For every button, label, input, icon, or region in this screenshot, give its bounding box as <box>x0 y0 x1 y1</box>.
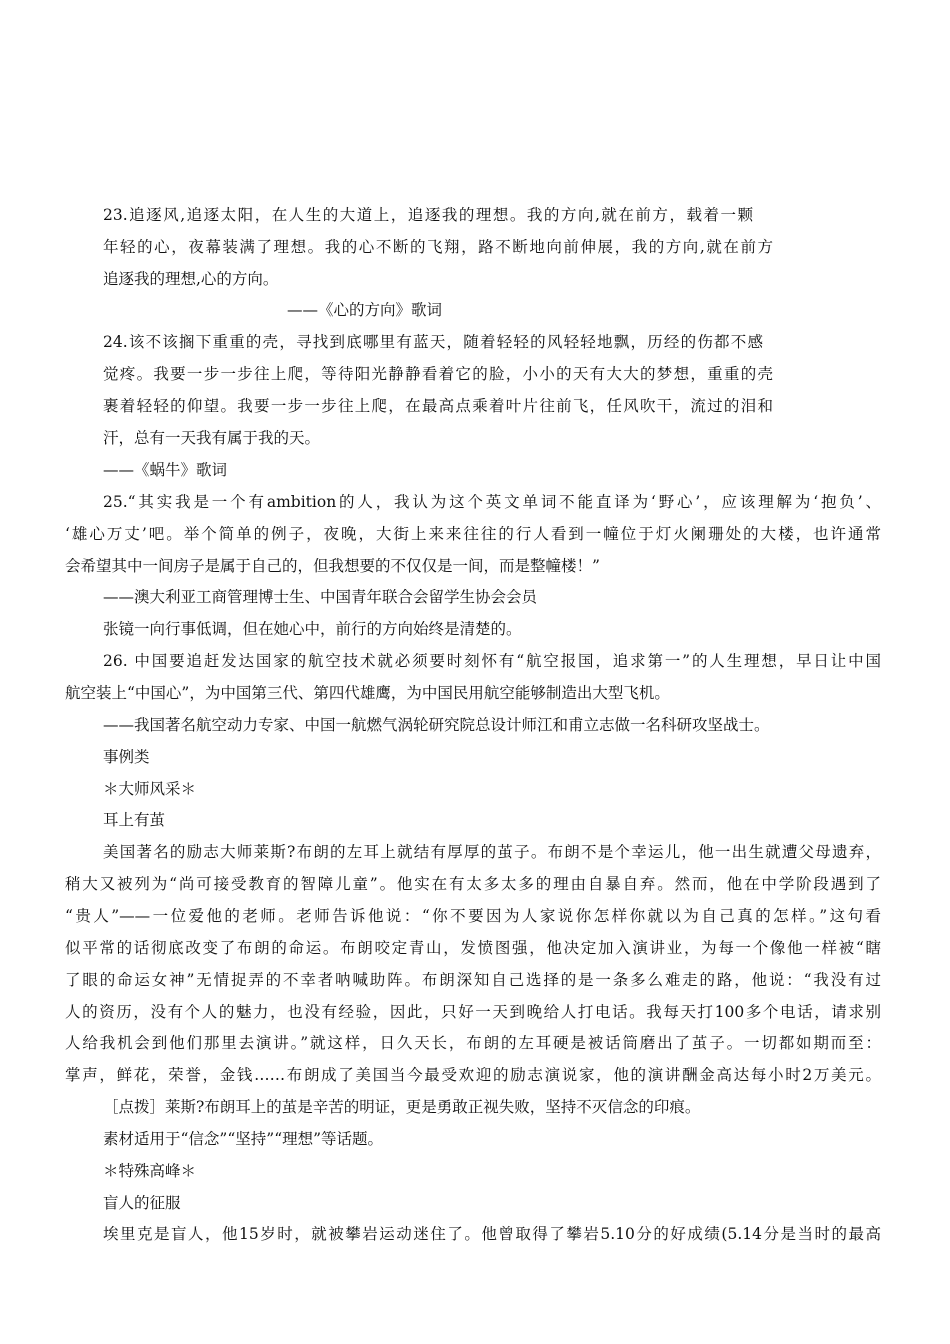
story-blind-line-1: 埃里克是盲人，他15岁时，就被攀岩运动迷住了。他曾取得了攀岩5.10分的好成绩(5.14分是当时的最高 <box>103 1225 881 1243</box>
quote-24-source: ——《蜗牛》歌词 <box>103 461 228 479</box>
story-ear-line-7: 人给我机会到他们那里去演讲。”就这样，日久天长，布朗的左耳硬是被话筒磨出了茧子。一切都如期而至： <box>65 1034 881 1052</box>
subsection-heading-peak: ＊特殊高峰＊ <box>103 1162 197 1180</box>
quote-23-line-2: 年轻的心，夜幕装满了理想。我的心不断的飞翔，路不断地向前伸展，我的方向,就在前方 <box>103 238 773 256</box>
story-ear-line-5: 了眼的命运女神”无情捉弄的不幸者呐喊助阵。布朗深知自己选择的是一条多么难走的路，他说：“我没有过 <box>65 971 881 989</box>
quote-25-line-2: ‘雄心万丈’吧。举个简单的例子，夜晚，大街上来来往往的行人看到一幢位于灯火阑珊处的大楼，也许通常 <box>65 525 881 543</box>
quote-25-line-3: 会希望其中一间房子是属于自己的，但我想要的不仅仅是一间，而是整幢楼！” <box>65 557 600 575</box>
quote-25-line-1: 25.“其实我是一个有ambition的人，我认为这个英文单词不能直译为‘野心’，应该理解为‘抱负’、 <box>103 493 881 511</box>
story-title-ear: 耳上有茧 <box>103 811 166 829</box>
quote-24-line-3: 裹着轻轻的仰望。我要一步一步往上爬，在最高点乘着叶片往前飞，任风吹干，流过的泪和 <box>103 397 773 415</box>
quote-23-line-3: 追逐我的理想,心的方向。 <box>103 270 279 288</box>
story-ear-topics: 素材适用于“信念”“坚持”“理想”等话题。 <box>103 1130 384 1148</box>
story-ear-line-4: 似平常的话彻底改变了布朗的命运。布朗咬定青山，发愤图强，他决定加入演讲业，为每一个像他一样被“瞎 <box>65 939 881 957</box>
story-ear-line-1: 美国著名的励志大师莱斯?布朗的左耳上就结有厚厚的茧子。布朗不是个幸运儿，他一出生就遭父母遗弃， <box>103 843 881 861</box>
story-ear-line-3: “贵人”——一位爱他的老师。老师告诉他说：“你不要因为人家说你怎样你就以为自己真的怎样。”这句看 <box>65 907 881 925</box>
quote-24-line-1: 24.该不该搁下重重的壳，寻找到底哪里有蓝天，随着轻轻的风轻轻地飘，历经的伤都不感 <box>103 333 763 351</box>
story-ear-line-6: 人的资历，没有个人的魅力，也没有经验，因此，只好一天到晚给人打电话。我每天打100多个电话，请求别 <box>65 1003 881 1021</box>
quote-25-source: ——澳大利亚工商管理博士生、中国青年联合会留学生协会会员 <box>103 588 538 606</box>
subsection-heading-master: ＊大师风采＊ <box>103 780 197 798</box>
quote-26-line-1: 26. 中国要追赶发达国家的航空技术就必须要时刻怀有“航空报国，追求第一”的人生理想，早日让中国 <box>103 652 881 670</box>
quote-23-source: ——《心的方向》歌词 <box>287 301 443 319</box>
quote-25-comment: 张镜一向行事低调，但在她心中，前行的方向始终是清楚的。 <box>103 620 522 638</box>
quote-24-line-4: 汗，总有一天我有属于我的天。 <box>103 429 321 447</box>
story-ear-comment: ［点拨］莱斯?布朗耳上的茧是辛苦的明证，更是勇敢正视失败，坚持不灭信念的印痕。 <box>103 1098 701 1116</box>
story-ear-line-8: 掌声，鲜花，荣誉，金钱……布朗成了美国当今最受欢迎的励志演说家，他的演讲酬金高达每小时2万美元。 <box>65 1066 881 1084</box>
quote-23-line-1: 23.追逐风,追逐太阳，在人生的大道上，追逐我的理想。我的方向,就在前方，载着一颗 <box>103 206 753 224</box>
story-ear-line-2: 稍大又被列为“尚可接受教育的智障儿童”。他实在有太多太多的理由自暴自弃。然而，他在中学阶段遇到了 <box>65 875 881 893</box>
quote-26-source: ——我国著名航空动力专家、中国一航燃气涡轮研究院总设计师江和甫立志做一名科研攻坚战士。 <box>103 716 770 734</box>
quote-26-line-2: 航空装上“中国心”，为中国第三代、第四代雄鹰，为中国民用航空能够制造出大型飞机。 <box>65 684 670 702</box>
section-heading-examples: 事例类 <box>103 748 150 766</box>
quote-24-line-2: 觉疼。我要一步一步往上爬，等待阳光静静看着它的脸，小小的天有大大的梦想，重重的壳 <box>103 365 773 383</box>
story-title-blind: 盲人的征服 <box>103 1194 181 1212</box>
